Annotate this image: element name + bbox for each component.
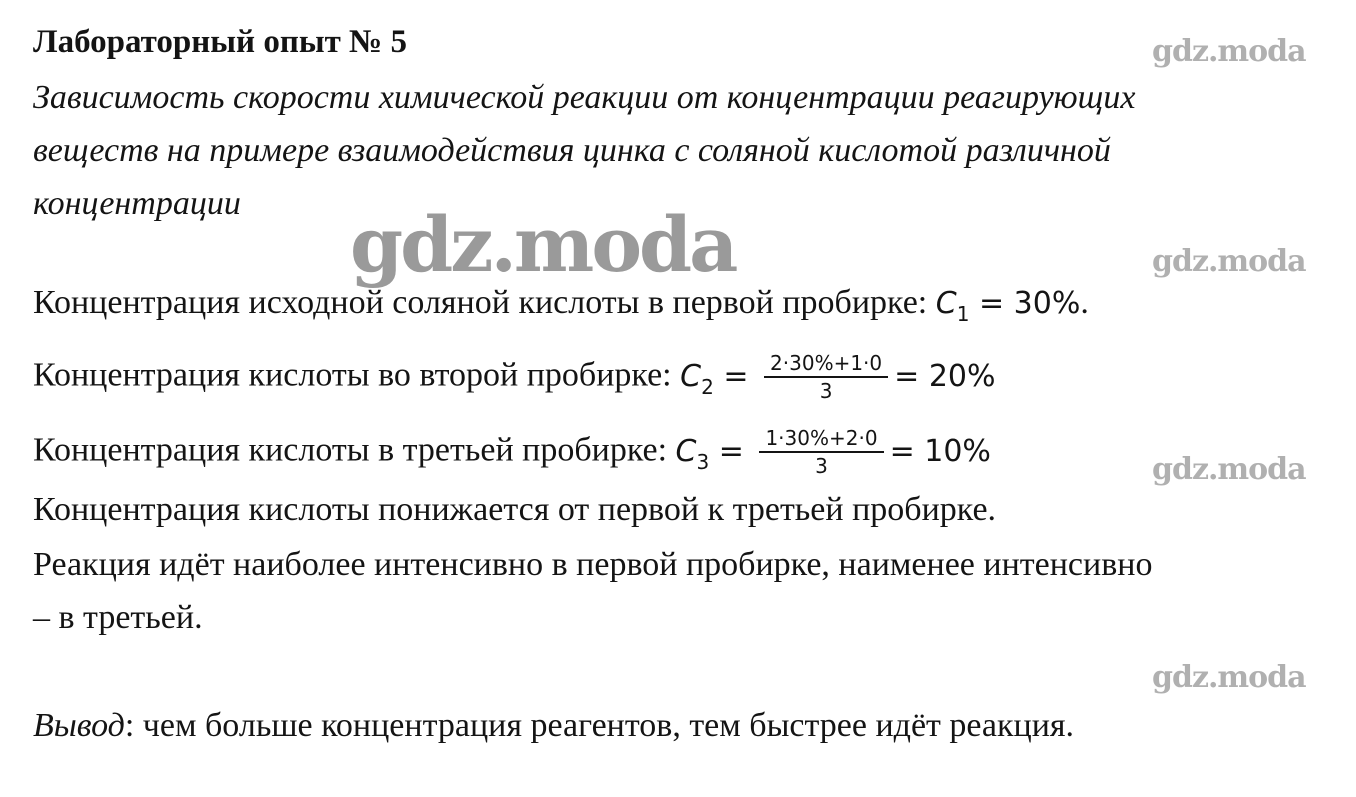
formula-result: = 20% (894, 358, 996, 394)
fraction-numerator: 1·30%+2·0 (759, 425, 883, 453)
formula-equals: = (713, 358, 759, 394)
formula (675, 426, 991, 478)
watermark-small: gdz.moda (1152, 660, 1306, 695)
fraction-denominator: 3 (819, 379, 833, 403)
formula-symbol: C (935, 286, 957, 321)
watermark-small: gdz.moda (1152, 34, 1306, 69)
formula-symbol: C (675, 433, 697, 469)
watermark-large: gdz.moda (350, 200, 736, 289)
concentration-line-1 (33, 283, 1089, 326)
formula-equals: = (969, 286, 1014, 321)
formula-fraction (764, 350, 888, 404)
subtitle-line-3: концентрации (33, 185, 241, 222)
concentration-text: Концентрация кислоты в третьей пробирке: (33, 431, 676, 469)
paragraph-reaction-line-2: – в третьей. (33, 599, 203, 636)
formula-result: 30% (1013, 286, 1081, 321)
concentration-text: Концентрация исходной соляной кислоты в первой пробирке: (33, 284, 936, 321)
subtitle-line-1: Зависимость скорости химической реакции от концентрации реагирующих (33, 79, 1136, 116)
subtitle-line-2: веществ на примере взаимодействия цинка с соляной кислотой различной (33, 132, 1111, 169)
formula-symbol: C (680, 358, 702, 394)
formula-equals: = (709, 433, 754, 469)
formula (935, 286, 1081, 326)
conclusion-lead: Вывод (33, 707, 125, 744)
concentration-line-3 (33, 425, 991, 479)
watermark-small: gdz.moda (1152, 452, 1306, 487)
concentration-line-2 (33, 350, 996, 404)
formula-index: 2 (701, 374, 714, 399)
paragraph-reaction-line-1: Реакция идёт наиболее интенсивно в первой пробирке, наименее интенсивно (33, 546, 1153, 583)
page-title: Лабораторный опыт № 5 (33, 24, 407, 60)
paragraph-concentration-trend: Концентрация кислоты понижается от первой к третьей пробирке. (33, 491, 997, 528)
conclusion (33, 706, 1074, 746)
formula (680, 351, 996, 403)
formula-index: 3 (696, 449, 710, 474)
sentence-end: . (1080, 284, 1089, 321)
formula-index: 1 (956, 302, 970, 326)
formula-result: = 10% (889, 433, 991, 469)
fraction-denominator: 3 (815, 454, 828, 478)
conclusion-text: : чем больше концентрация реагентов, тем быстрее идёт реакция. (124, 707, 1075, 744)
fraction-numerator: 2·30%+1·0 (764, 350, 888, 378)
watermark-small: gdz.moda (1152, 244, 1306, 279)
formula-fraction (759, 425, 883, 479)
concentration-text: Концентрация кислоты во второй пробирке: (33, 356, 681, 394)
